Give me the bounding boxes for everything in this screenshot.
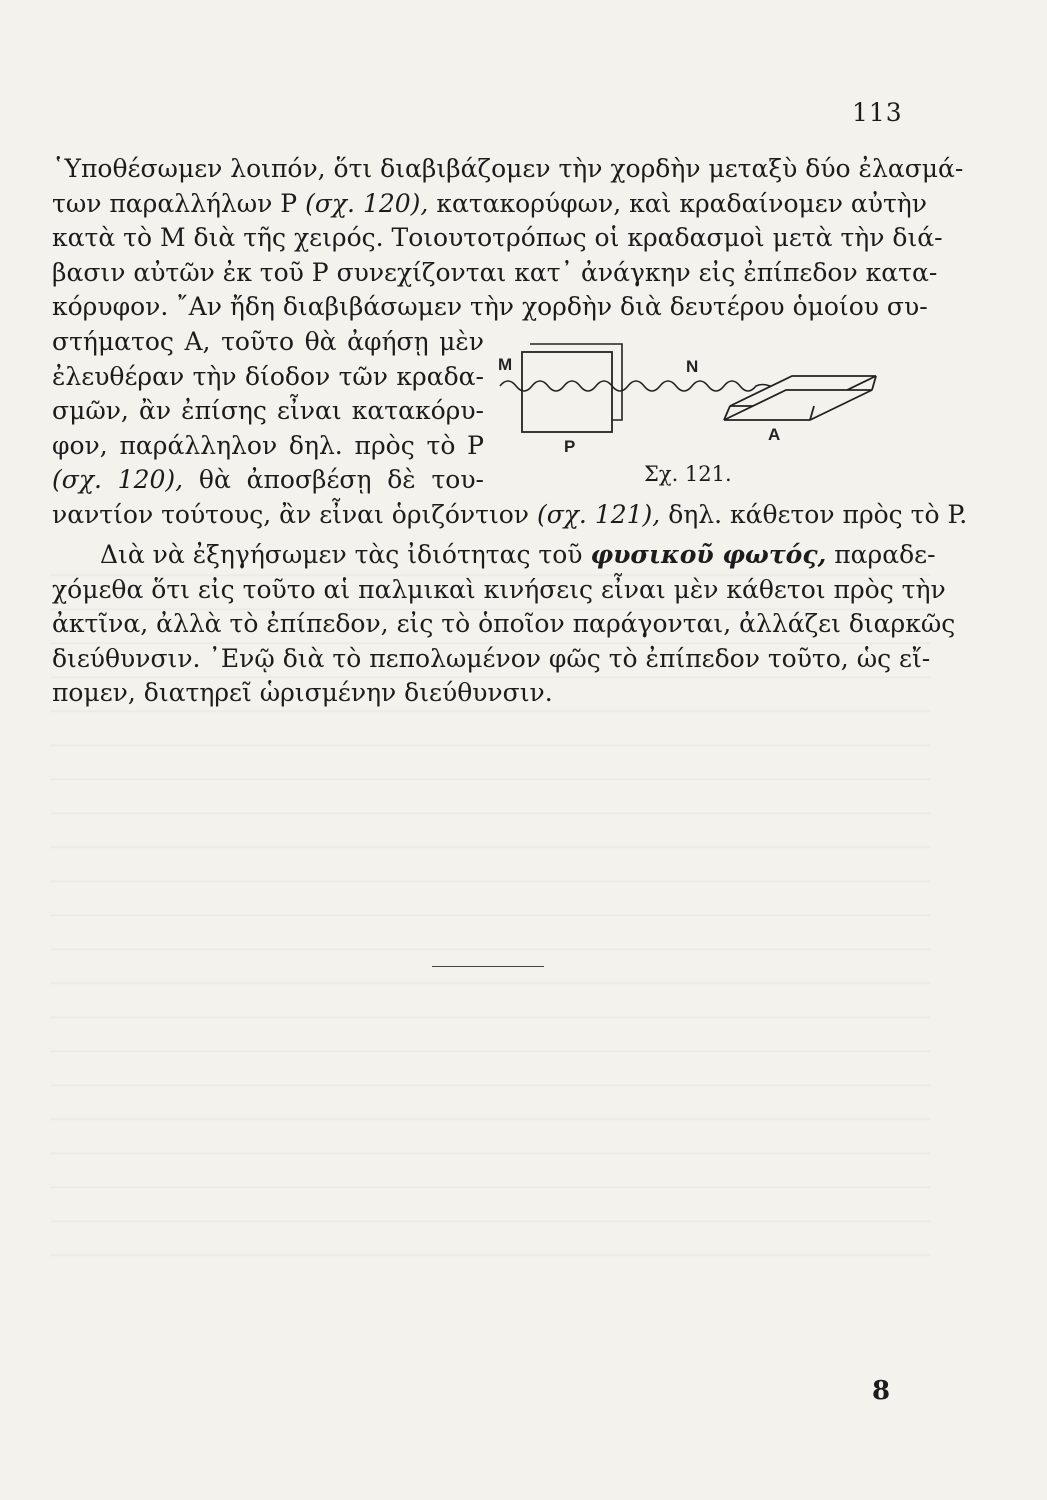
page-number: 113	[852, 98, 903, 127]
label-n: N	[686, 357, 699, 376]
figure-reference: (σχ. 120),	[52, 465, 184, 495]
line-text: δηλ. κάθετον πρὸς τὸ P.	[668, 499, 968, 529]
paragraph-line: κατὰ τὸ M διὰ τῆς χειρός. Τοιουτοτρόπως οἱ κραδασμοὶ μετὰ τὴν διά-	[52, 223, 943, 253]
section-divider	[432, 966, 544, 967]
line-text: θὰ ἀποσβέσῃ δὲ του-	[198, 465, 485, 495]
figure-caption: Σχ. 121.	[644, 462, 732, 486]
paragraph-line: στήματος A, τοῦτο θὰ ἀφήσῃ μὲν	[52, 326, 484, 356]
paragraph-2	[52, 538, 956, 711]
label-m: M	[498, 355, 513, 374]
line-text: ναντίον τούτους, ἂν εἶναι ὁριζόντιον	[52, 499, 530, 529]
paragraph-line: ἀκτῖνα, ἀλλὰ τὸ ἐπίπεδον, εἰς τὸ ὁποῖον παράγονται, ἀλλάζει διαρκῶς	[52, 609, 956, 639]
line-text: παραδε-	[834, 540, 936, 569]
line-text: κατακορύφων, καὶ κραδαίνομεν αὐτὴν	[436, 188, 927, 218]
figure-reference: (σχ. 121),	[536, 499, 661, 529]
emphasized-term: φυσικοῦ φωτός,	[590, 540, 827, 569]
paragraph-line: διεύθυνσιν. ᾿Ενῷ διὰ τὸ πεπολωμένον φῶς τὸ ἐπίπεδον τοῦτο, ὡς εἴ-	[52, 643, 931, 673]
plate-p-front	[522, 352, 612, 432]
figure-reference: (σχ. 120),	[305, 188, 429, 218]
paragraph-line: κόρυφον. ῎Αν ἤδη διαβιβάσωμεν τὴν χορδὴν διὰ δευτέρου ὁμοίου συ-	[52, 292, 928, 322]
label-p: P	[564, 437, 576, 456]
paragraph-line	[52, 538, 936, 573]
line-text: Διὰ νὰ ἐξηγήσωμεν τὰς ἰδιότητας τοῦ	[100, 540, 583, 569]
paragraph-line: σμῶν, ἂν ἐπίσης εἶναι κατακόρυ-	[52, 396, 484, 426]
paragraph-line	[52, 187, 927, 222]
paragraph-line: βασιν αὐτῶν ἐκ τοῦ P συνεχίζονται κατ᾽ ἀνάγκην εἰς ἐπίπεδον κατα-	[52, 257, 938, 287]
paragraph-line: πομεν, διατηρεῖ ὡρισμένην διεύθυνσιν.	[52, 678, 553, 708]
paragraph-line: χόμεθα ὅτι εἰς τοῦτο αἱ παλμικαὶ κινήσεις εἶναι μὲν κάθετοι πρὸς τὴν	[52, 574, 946, 604]
paragraph-line: φον, παράλληλον δηλ. πρὸς τὸ P	[52, 430, 484, 460]
paragraph-line: ἐλευθέραν τὴν δίοδον τῶν κραδα-	[52, 361, 484, 391]
signature-mark: 8	[872, 1376, 891, 1406]
line-text: των παραλλήλων P	[52, 188, 298, 218]
paragraph-line	[52, 498, 968, 533]
paragraph-line: ῾Υποθέσωμεν λοιπόν, ὅτι διαβιβάζομεν τὴν χορδὴν μεταξὺ δύο ἐλασμά-	[52, 154, 964, 183]
label-a: A	[768, 425, 781, 444]
paragraph-line	[52, 463, 484, 498]
